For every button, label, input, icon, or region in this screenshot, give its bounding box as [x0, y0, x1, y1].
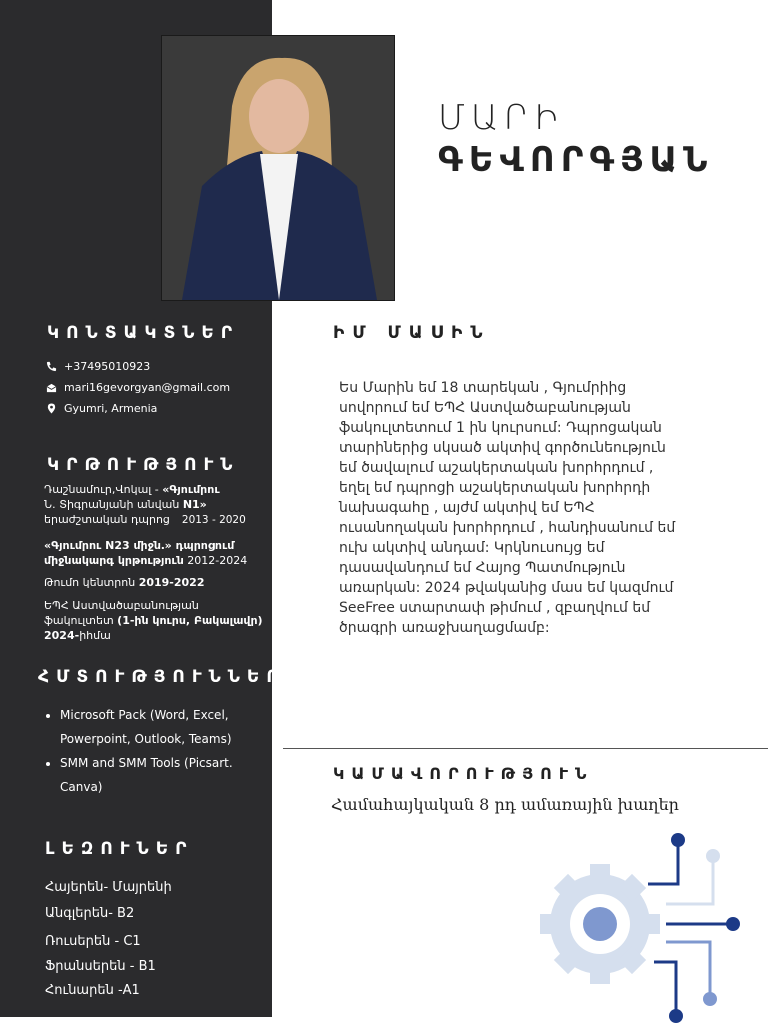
skill-item: • Microsoft Pack (Word, Excel, Powerpoint, Outlook, Teams) [60, 703, 270, 751]
contact-email[interactable] [46, 381, 230, 394]
gear-circuit-icon [530, 830, 768, 1024]
email-address: mari16gevorgyan@gmail.com [64, 381, 231, 394]
education-item-1: Դաշնամուր,Վոկալ - «Գյումրու Ն․ Տիգրանյանի անվան N1» երաժշտական դպրոց 2013 - 2020 [44, 483, 246, 526]
language-item: Ռուսերեն - C1 [45, 934, 141, 949]
language-item: Ֆրանսերեն - B1 [45, 959, 156, 974]
language-item: Հայերեն- Մայրենի [45, 880, 172, 895]
location-pin-icon [46, 403, 57, 414]
phone-icon [46, 361, 57, 372]
profile-photo [161, 35, 395, 301]
contact-location [46, 402, 157, 415]
volunteering-text: Համահայկական 8 րդ ամառային խաղեր [331, 795, 679, 814]
contacts-title: ԿՈՆՏԱԿՏՆԵՐ [47, 323, 240, 343]
first-name: ՄԱՐԻ [438, 98, 565, 138]
volunteering-title: ԿԱՄԱՎՈՐՈՒԹՅՈՒՆ [333, 764, 594, 783]
language-item: Անգլերեն- B2 [45, 906, 135, 921]
phone-number: +37495010923 [64, 360, 151, 373]
education-item-2: «Գյումրու N23 միջն․» դպրոցում միջնակարգ կրթություն 2012-2024 [44, 539, 248, 567]
language-item: Հունարեն -A1 [45, 983, 140, 998]
languages-title: ԼԵԶՈՒՆԵՐ [45, 839, 194, 859]
profile-photo-illustration [162, 36, 394, 300]
skill-item: • SMM and SMM Tools (Picsart. Canva) [60, 751, 270, 799]
section-divider [283, 748, 768, 749]
contact-phone[interactable] [46, 360, 150, 373]
education-item-4: ԵՊՀ Աստվածաբանության ֆակուլտետ (1-ին կուրս, Բակալավր) 2024-իհմա [44, 599, 263, 642]
education-item-3: Թումո կենտրոն 2019-2022 [44, 576, 205, 589]
skills-title: ՀՄՏՈՒԹՅՈՒՆՆԵՐ [38, 667, 285, 687]
about-title: ԻՄ ՄԱՍԻՆ [333, 323, 491, 343]
skills-list [46, 703, 270, 799]
location-text: Gyumri, Armenia [64, 402, 158, 415]
education-title: ԿՐԹՈՒԹՅՈՒՆ [47, 455, 240, 475]
about-text: Ես Մարին եմ 18 տարեկան , Գյումրիից սովորում եմ ԵՊՀ Աստվածաբանության ֆակուլտետում 1 ին կուրսում: Դպրոցական տարիներից սկսած ակտիվ գործունեություն եմ ծավալում աշակերտական խորհրդում , եղել եմ դպրոցի աշակերտական խորհրդի նախագահը , այժմ ակտիվ եմ ԵՊՀ ուսանողական խորհրդում , հանդիսանում եմ ուխ ակտիվ անդամ: Կրկնուսույց եմ դասավանդում եմ Հայոց Պատմություն առարկան: 2024 թվականից մաս եմ կազմում SeeFree ստարտափ թիմում , զբաղվում եմ ծրագրի առաջխաղացմամբ: [339, 380, 676, 636]
last-name: ԳԵՎՈՐԳՅԱՆ [438, 140, 714, 180]
mail-icon [46, 382, 57, 393]
